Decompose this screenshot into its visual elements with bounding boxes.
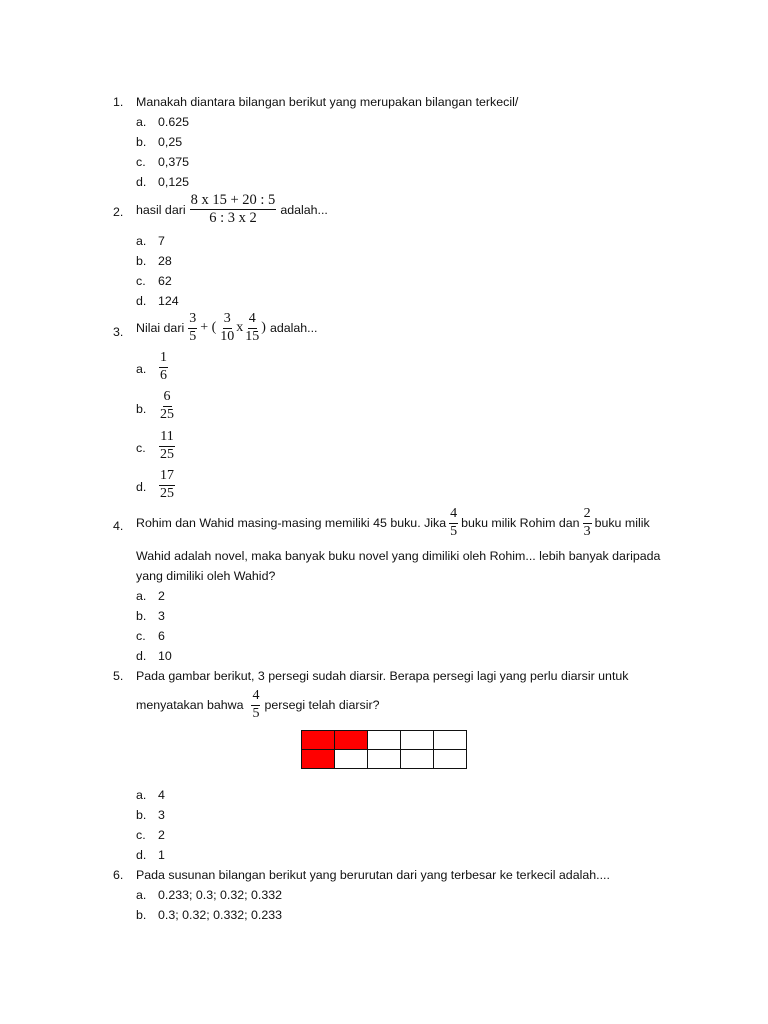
option-label: a. [136, 589, 147, 603]
fraction-4-15 [244, 312, 260, 344]
fraction-numerator: 3 [188, 312, 197, 329]
option-value: 28 [158, 254, 172, 268]
question-2-text [136, 193, 328, 226]
option-label: b. [136, 135, 147, 149]
option-label: d. [136, 294, 147, 308]
grid-cell [434, 750, 467, 769]
question-5-line-1: Pada gambar berikut, 3 persegi sudah diarsir. Berapa persegi lagi yang perlu diarsir untuk [136, 669, 629, 683]
fraction-numerator: 4 [449, 507, 458, 524]
option-label: c. [136, 629, 146, 643]
question-4-line-1 [136, 507, 650, 539]
grid-cell [401, 731, 434, 750]
question-5-number: 5. [113, 669, 124, 683]
question-2-prefix: hasil dari [136, 202, 186, 217]
fraction-denominator: 10 [220, 328, 235, 344]
option-label: a. [136, 234, 147, 248]
plus-paren: + ( [200, 320, 217, 336]
question-4-line-3: yang dimiliki oleh Wahid? [136, 569, 276, 583]
question-3-text [136, 312, 317, 344]
grid-cell [335, 750, 368, 769]
option-value: 3 [158, 808, 165, 822]
fraction-numerator: 1 [159, 351, 168, 368]
option-fraction [159, 351, 168, 383]
option-label: a. [136, 888, 147, 902]
fraction-numerator: 6 [163, 390, 172, 407]
grid-cell [401, 750, 434, 769]
question-5-line-2 [136, 689, 380, 721]
fraction-2-3 [583, 507, 592, 539]
fraction-3-10 [219, 312, 235, 344]
question-4-text-c: buku milik [594, 516, 650, 531]
fraction-denominator: 5 [189, 328, 197, 344]
fraction-denominator: 15 [245, 328, 260, 344]
option-label: d. [136, 175, 147, 189]
option-label: d. [136, 848, 147, 862]
question-5-text-a: menyatakan bahwa [136, 698, 244, 713]
option-value: 10 [158, 649, 172, 663]
option-label: b. [136, 402, 147, 416]
fraction-denominator: 25 [160, 485, 174, 501]
grid-cell-shaded [335, 731, 368, 750]
option-label: b. [136, 808, 147, 822]
grid-cell [434, 731, 467, 750]
option-label: c. [136, 155, 146, 169]
option-fraction [159, 390, 175, 422]
question-3-number: 3. [113, 325, 124, 339]
question-4-text-a: Rohim dan Wahid masing-masing memiliki 45 buku. Jika [136, 516, 447, 531]
question-2-fraction [190, 193, 277, 226]
question-6-text: Pada susunan bilangan berikut yang berurutan dari yang terbesar ke terkecil adalah.... [136, 868, 610, 882]
fraction-denominator: 6 : 3 x 2 [209, 210, 257, 227]
question-4-number: 4. [113, 519, 124, 533]
fraction-denominator: 25 [160, 406, 174, 422]
fraction-4-5 [449, 507, 458, 539]
fraction-numerator: 17 [159, 469, 175, 486]
option-label: b. [136, 908, 147, 922]
grid-cell-shaded [302, 731, 335, 750]
grid-cell-shaded [302, 750, 335, 769]
fraction-numerator: 2 [583, 507, 592, 524]
option-value: 124 [158, 294, 179, 308]
fraction-denominator: 6 [160, 367, 167, 383]
option-value: 0,375 [158, 155, 190, 169]
option-label: c. [136, 274, 146, 288]
option-value: 0,25 [158, 135, 183, 149]
fraction-denominator: 5 [450, 523, 458, 539]
option-label: c. [136, 441, 146, 455]
times-sign: x [236, 320, 244, 336]
question-1-number: 1. [113, 95, 124, 109]
option-value: 0.233; 0.3; 0.32; 0.332 [158, 888, 283, 902]
question-4-text-b: buku milik Rohim dan [461, 516, 580, 531]
question-6-number: 6. [113, 868, 124, 882]
shaded-square-grid [301, 730, 467, 769]
fraction-numerator: 3 [223, 312, 232, 329]
option-value: 2 [158, 589, 165, 603]
fraction-3-5 [188, 312, 197, 344]
fraction-numerator: 4 [251, 689, 260, 706]
fraction-4-5 [251, 689, 260, 721]
option-value: 0,125 [158, 175, 190, 189]
option-value: 2 [158, 828, 165, 842]
fraction-denominator: 5 [252, 705, 260, 721]
option-label: c. [136, 828, 146, 842]
option-label: a. [136, 362, 147, 376]
option-value: 4 [158, 788, 165, 802]
question-5-text-b: persegi telah diarsir? [264, 698, 380, 713]
fraction-numerator: 8 x 15 + 20 : 5 [190, 193, 277, 210]
option-value: 0.625 [158, 115, 190, 129]
option-label: d. [136, 480, 147, 494]
question-3-prefix: Nilai dari [136, 321, 185, 336]
question-3-suffix: adalah... [269, 321, 318, 336]
fraction-denominator: 3 [583, 523, 591, 539]
option-value: 1 [158, 848, 165, 862]
fraction-numerator: 11 [159, 430, 174, 447]
question-2-suffix: adalah... [280, 202, 328, 217]
option-value: 0.3; 0.32; 0.332; 0.233 [158, 908, 283, 922]
option-label: b. [136, 609, 147, 623]
close-paren: ) [261, 320, 266, 336]
option-label: a. [136, 115, 147, 129]
grid-cell [368, 731, 401, 750]
question-4-line-2: Wahid adalah novel, maka banyak buku novel yang dimiliki oleh Rohim... lebih banyak daripada [136, 549, 661, 563]
option-label: a. [136, 788, 147, 802]
question-2-number: 2. [113, 205, 124, 219]
grid-cell [368, 750, 401, 769]
option-value: 6 [158, 629, 165, 643]
option-value: 7 [158, 234, 165, 248]
question-1-text: Manakah diantara bilangan berikut yang merupakan bilangan terkecil/ [136, 95, 519, 109]
option-fraction [159, 430, 175, 462]
option-value: 3 [158, 609, 165, 623]
fraction-numerator: 4 [248, 312, 257, 329]
option-label: d. [136, 649, 147, 663]
option-value: 62 [158, 274, 172, 288]
option-label: b. [136, 254, 147, 268]
option-fraction [159, 469, 175, 501]
fraction-denominator: 25 [160, 446, 174, 462]
